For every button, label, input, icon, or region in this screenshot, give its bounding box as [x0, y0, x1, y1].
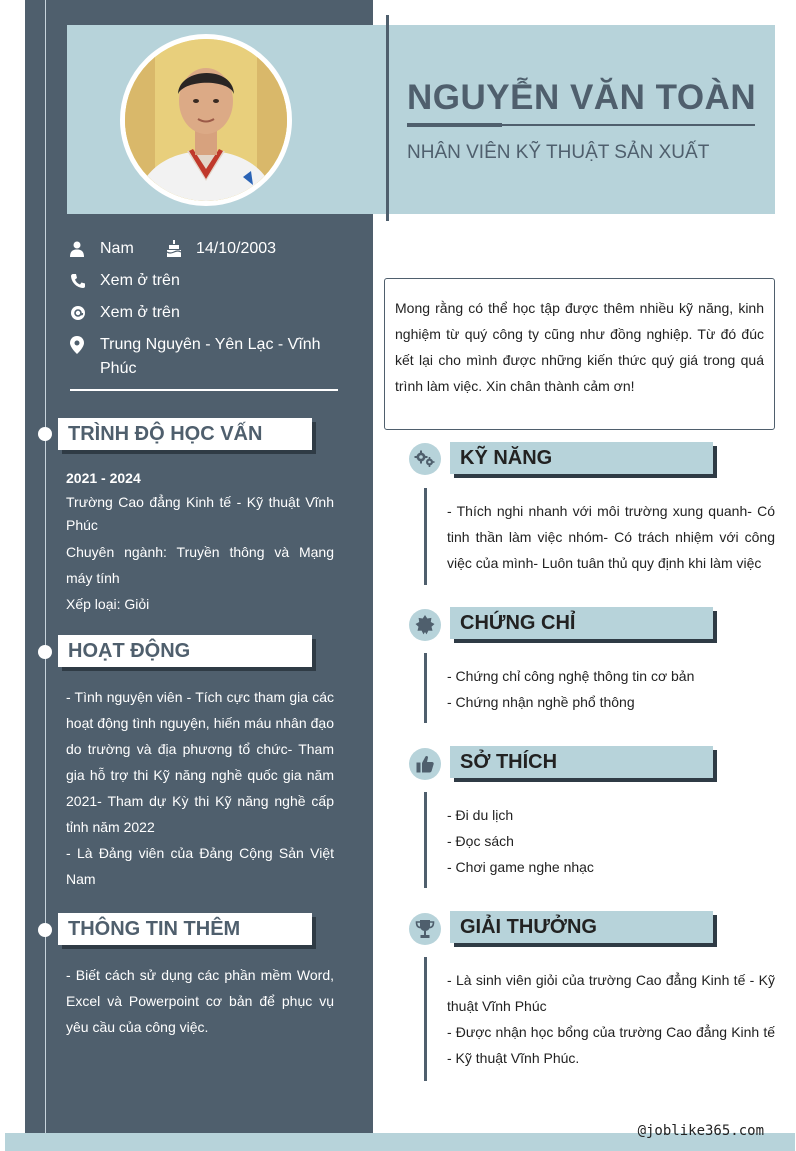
- timeline-dot-extra: [38, 923, 52, 937]
- awards-timeline-line: [424, 957, 427, 1081]
- timeline-dot-activities: [38, 645, 52, 659]
- education-major: Chuyên ngành: Truyền thông và Mạng máy tính: [66, 544, 334, 586]
- education-content: [66, 465, 334, 617]
- certificates-content: [447, 663, 775, 715]
- section-heading-extra: THÔNG TIN THÊM: [58, 913, 312, 945]
- header-divider: [386, 15, 389, 221]
- trophy-icon: [409, 913, 441, 945]
- user-icon: [68, 237, 100, 261]
- activity-item: - Là Đảng viên của Đảng Cộng Sản Việt Nam: [66, 845, 334, 887]
- skills-content: - Thích nghi nhanh với môi trường xung quanh- Có tinh thần làm việc nhóm- Có trách nhiệm với công việc của mình- Luôn tuân thủ quy định khi làm việc: [447, 503, 775, 571]
- certificate-badge-icon: [409, 609, 441, 641]
- section-heading-education: TRÌNH ĐỘ HỌC VẤN: [58, 418, 312, 450]
- full-name: NGUYỄN VĂN TOÀN: [407, 78, 757, 117]
- certificate-item: - Chứng chỉ công nghệ thông tin cơ bản: [447, 668, 695, 684]
- contact-divider: [70, 389, 338, 391]
- section-heading-skills: KỸ NĂNG: [450, 442, 713, 474]
- contact-row-phone: [68, 269, 180, 293]
- section-heading-awards: GIẢI THƯỞNG: [450, 911, 713, 943]
- avatar-portrait-icon: [125, 39, 287, 201]
- contact-row-gender-birthday: [68, 237, 276, 261]
- gender-value: Nam: [100, 240, 134, 257]
- name-underline-accent: [407, 123, 502, 127]
- activity-item: - Tình nguyện viên - Tích cực tham gia các hoạt động tình nguyện, hiến máu nhân đạo do trường và địa phương tổ chức- Tham gia hỗ trợ thi Kỹ năng nghề quốc gia năm 2021- Tham dự Kỳ thi Kỹ năng nghề cấp tỉnh năm 2022: [66, 689, 334, 835]
- certificate-item: - Chứng nhận nghề phổ thông: [447, 694, 635, 710]
- hobby-item: - Đọc sách: [447, 833, 514, 849]
- section-heading-hobbies: SỞ THÍCH: [450, 746, 713, 778]
- objective-text: Mong rằng có thể học tập được thêm nhiều kỹ năng, kinh nghiệm từ quý công ty cũng như đồng nghiệp. Từ đó đúc kết lại cho mình được những kiến thức quý giá trong quá trình làm việc. Xin chân thành cảm ơn!: [395, 300, 764, 394]
- birthday-cake-icon: [164, 237, 196, 261]
- hobbies-timeline-line: [424, 792, 427, 888]
- address-line1: Trung Nguyên - Yên Lạc - Vĩnh: [100, 336, 321, 353]
- address-line2: Phúc: [100, 360, 137, 377]
- contact-row-email: [68, 301, 180, 325]
- education-grade: Xếp loại: Giỏi: [66, 596, 150, 612]
- email-at-icon: [68, 301, 100, 325]
- job-title: NHÂN VIÊN KỸ THUẬT SẢN XUẤT: [407, 142, 710, 163]
- gears-icon: [409, 443, 441, 475]
- award-item: - Là sinh viên giỏi của trường Cao đẳng Kinh tế - Kỹ thuật Vĩnh Phúc: [447, 972, 775, 1014]
- award-item: - Được nhận học bổng của trường Cao đẳng Kinh tế - Kỹ thuật Vĩnh Phúc.: [447, 1024, 775, 1066]
- education-years: 2021 - 2024: [66, 470, 141, 486]
- objective-box: [384, 278, 775, 430]
- activities-content: [66, 684, 334, 892]
- birthday-value: 14/10/2003: [196, 240, 277, 257]
- email-value: Xem ở trên: [100, 304, 180, 321]
- extra-content: - Biết cách sử dụng các phần mềm Word, Excel và Powerpoint cơ bản để phục vụ yêu cầu của công việc.: [66, 967, 334, 1035]
- hobby-item: - Chơi game nghe nhạc: [447, 859, 594, 875]
- certificates-timeline-line: [424, 653, 427, 723]
- awards-content: [447, 967, 775, 1071]
- skills-timeline-line: [424, 488, 427, 585]
- thumbs-up-icon: [409, 748, 441, 780]
- phone-value: Xem ở trên: [100, 272, 180, 289]
- phone-icon: [68, 269, 100, 293]
- section-heading-activities: HOẠT ĐỘNG: [58, 635, 312, 667]
- contact-row-address: [68, 333, 340, 381]
- section-heading-certificates: CHỨNG CHỈ: [450, 607, 713, 639]
- avatar: [120, 34, 292, 206]
- map-pin-icon: [68, 333, 100, 357]
- footer-watermark: @joblike365.com: [637, 1123, 764, 1139]
- sidebar-timeline-line: [45, 0, 46, 1140]
- address-value: [100, 333, 321, 381]
- timeline-dot-education: [38, 427, 52, 441]
- hobby-item: - Đi du lịch: [447, 807, 514, 823]
- education-school: Trường Cao đẳng Kinh tế - Kỹ thuật Vĩnh Phúc: [66, 494, 334, 533]
- hobbies-content: [447, 802, 775, 880]
